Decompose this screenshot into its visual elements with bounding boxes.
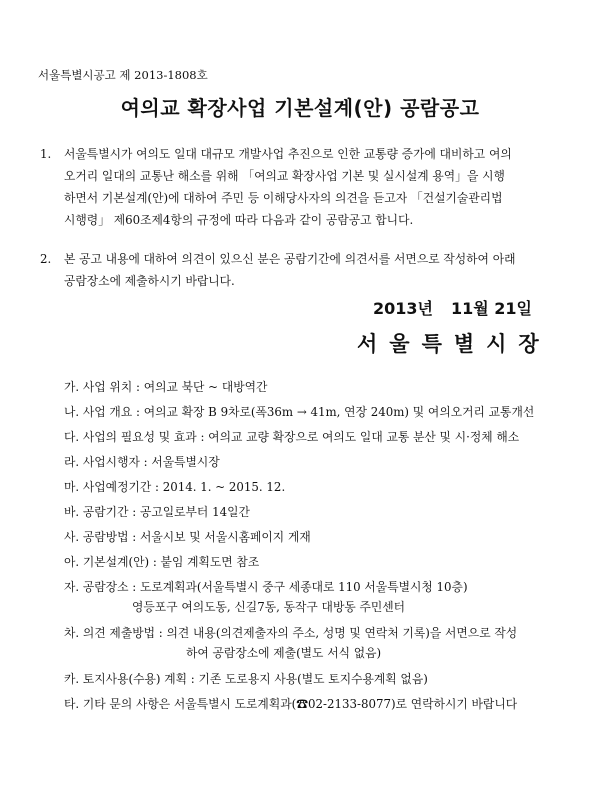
paragraph-line: 본 공고 내용에 대하여 의견이 있으신 분은 공람기간에 의견서를 서면으로 작성하여 아래 [64,252,516,266]
date-month-day: 11월 21일 [451,299,533,318]
detail-item [64,527,574,552]
paragraph-1 [40,143,568,231]
detail-subtext: 하여 공람장소에 제출(별도 서식 없음) [186,646,382,660]
detail-item [64,623,574,669]
detail-text: 아. 기본설계(안) : 붙임 계획도면 참조 [64,555,260,569]
detail-text: 가. 사업 위치 : 여의교 북단 ~ 대방역간 [64,380,268,394]
detail-item [64,452,574,477]
detail-text: 마. 사업예정기간 : 2014. 1. ~ 2015. 12. [64,480,286,494]
detail-item [64,577,574,623]
detail-item [64,402,574,427]
detail-text: 바. 공람기간 : 공고일로부터 14일간 [64,505,250,519]
paragraph-line: 서울특별시가 여의도 일대 대규모 개발사업 추진으로 인한 교통량 증가에 대비하고 여의 [64,147,512,161]
paragraph-number: 2. [40,252,52,266]
detail-item [64,552,574,577]
paragraph-body [64,143,568,231]
paragraph-line: 오거리 일대의 교통난 해소를 위해 「여의교 확장사업 기본 및 실시설계 용역」을 시행 [64,169,505,183]
detail-text: 다. 사업의 필요성 및 효과 : 여의교 교량 확장으로 여의도 일대 교통 분산 및 시·정체 해소 [64,430,520,444]
detail-text: 카. 토지사용(수용) 계획 : 기존 도로용지 사용(별도 토지수용계획 없음) [64,672,428,686]
detail-item [64,477,574,502]
detail-text: 자. 공람장소 : 도로계획과(서울특별시 중구 세종대로 110 서울특별시청 10층) [64,580,468,594]
details-list [64,377,574,719]
issuer-name: 서울특별시장 [357,332,551,356]
detail-subtext: 영등포구 여의도동, 신길7동, 동작구 대방동 주민센터 [132,600,406,614]
detail-text: 차. 의견 제출방법 : 의견 내용(의견제출자의 주소, 성명 및 연락처 기록)을 서면으로 작성 [64,626,518,640]
detail-item [64,669,574,694]
detail-item [64,502,574,527]
detail-text: 나. 사업 개요 : 여의교 확장 B 9차로(폭36m → 41m, 연장 240m) 및 여의오거리 교통개선 [64,405,535,419]
notice-number: 서울특별시공고 제 2013-1808호 [38,68,208,82]
detail-item [64,427,574,452]
detail-text: 사. 공람방법 : 서울시보 및 서울시홈페이지 게재 [64,530,311,544]
paragraph-line: 공람장소에 제출하시기 바랍니다. [64,274,235,288]
detail-text: 라. 사업시행자 : 서울특별시장 [64,455,220,469]
document-title: 여의교 확장사업 기본설계(안) 공람공고 [120,96,480,120]
paragraph-body [64,248,568,292]
paragraph-2 [40,248,568,292]
detail-text: 타. 기타 문의 사항은 서울특별시 도로계획과(☎02-2133-8077)로 연락하시기 바랍니다 [64,697,518,711]
detail-item [64,377,574,402]
paragraph-number: 1. [40,147,52,161]
detail-item [64,694,574,719]
paragraph-line: 하면서 기본설계(안)에 대하여 주민 등 이해당사자의 의견을 듣고자 「건설기술관리법 [64,191,503,205]
date-year: 2013년 [373,299,433,318]
notice-date [373,296,532,319]
paragraph-line: 시행령」 제60조제4항의 규정에 따라 다음과 같이 공람공고 합니다. [64,213,414,227]
